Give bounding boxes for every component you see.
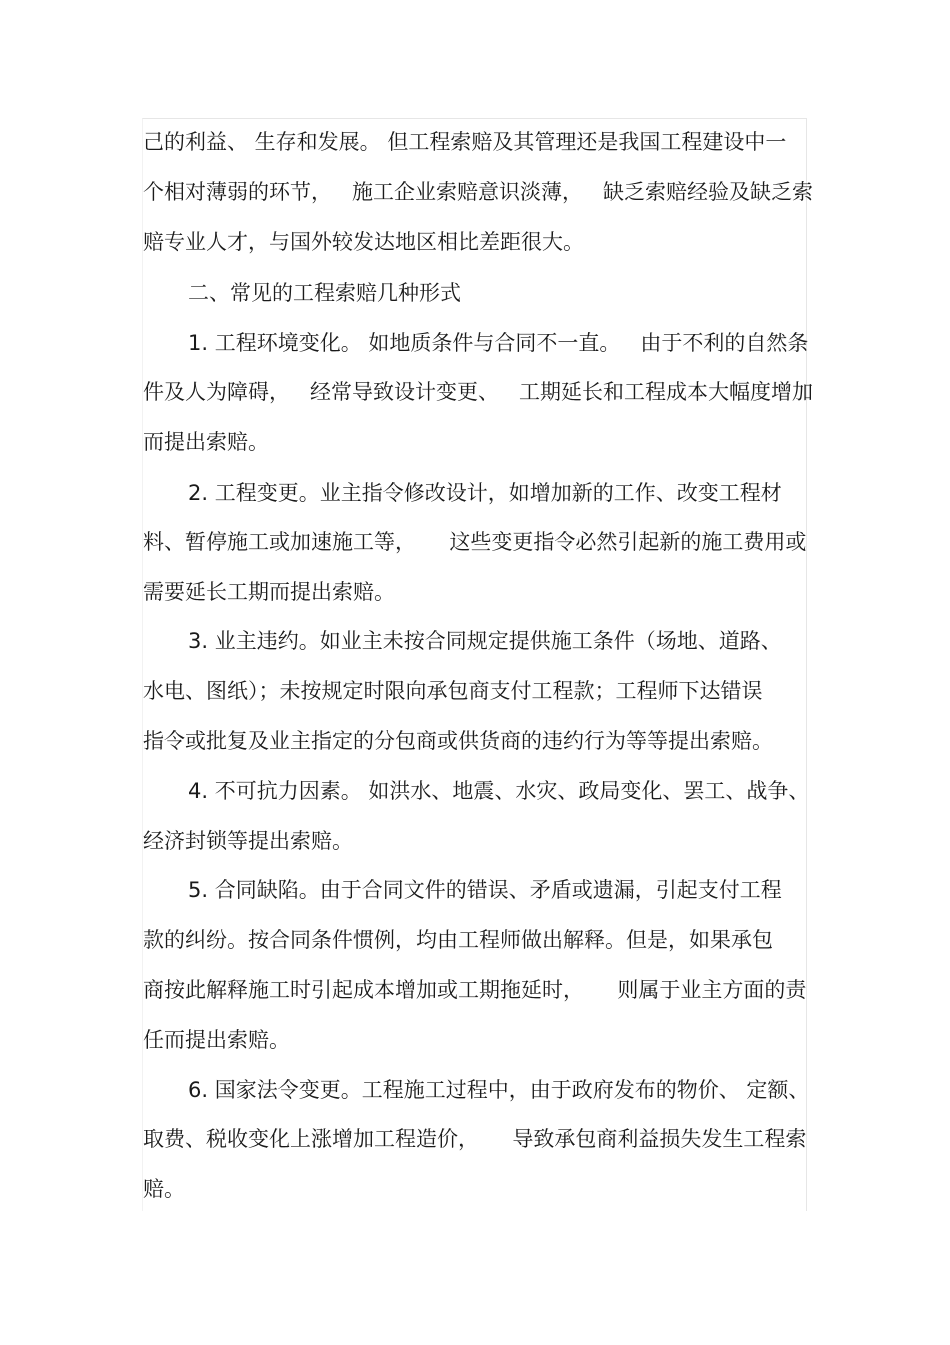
text-line: 任而提出索赔。 — [143, 1028, 290, 1052]
text-line: 而提出索赔。 — [143, 430, 269, 454]
text-line: 料、暂停施工或加速施工等， 这些变更指令必然引起新的施工费用或 — [143, 530, 807, 554]
text-line: 赔。 — [143, 1177, 185, 1201]
text-line: 件及人为障碍， 经常导致设计变更、 工期延长和工程成本大幅度增加 — [143, 380, 814, 404]
text-line: 个相对薄弱的环节， 施工企业索赔意识淡薄， 缺乏索赔经验及缺乏索 — [143, 180, 814, 204]
text-line: 4. 不可抗力因素。 如洪水、地震、水灾、政局变化、罢工、战争、 — [188, 779, 810, 803]
section-heading: 二、常见的工程索赔几种形式 — [188, 281, 461, 305]
text-line: 商按此解释施工时引起成本增加或工期拖延时， 则属于业主方面的责 — [143, 978, 807, 1002]
text-line: 款的纠纷。按合同条件惯例，均由工程师做出解释。但是，如果承包 — [143, 928, 773, 952]
text-line: 指令或批复及业主指定的分包商或供货商的违约行为等等提出索赔。 — [143, 729, 773, 753]
text-line: 5. 合同缺陷。由于合同文件的错误、矛盾或遗漏，引起支付工程 — [188, 878, 782, 902]
text-line: 经济封锁等提出索赔。 — [143, 829, 353, 853]
text-line: 6. 国家法令变更。工程施工过程中，由于政府发布的物价、 定额、 — [188, 1078, 810, 1102]
text-line: 需要延长工期而提出索赔。 — [143, 580, 395, 604]
text-line: 己的利益、 生存和发展。 但工程索赔及其管理还是我国工程建设中一 — [143, 130, 787, 154]
text-line: 2. 工程变更。业主指令修改设计，如增加新的工作、改变工程材 — [188, 481, 782, 505]
text-line: 3. 业主违约。如业主未按合同规定提供施工条件（场地、道路、 — [188, 629, 782, 653]
text-line: 1. 工程环境变化。 如地质条件与合同不一直。 由于不利的自然条 — [188, 331, 809, 355]
text-line: 水电、图纸）；未按规定时限向承包商支付工程款；工程师下达错误 — [143, 679, 763, 703]
text-line: 赔专业人才，与国外较发达地区相比差距很大。 — [143, 230, 584, 254]
text-line: 取费、税收变化上涨增加工程造价， 导致承包商利益损失发生工程索 — [143, 1127, 807, 1151]
